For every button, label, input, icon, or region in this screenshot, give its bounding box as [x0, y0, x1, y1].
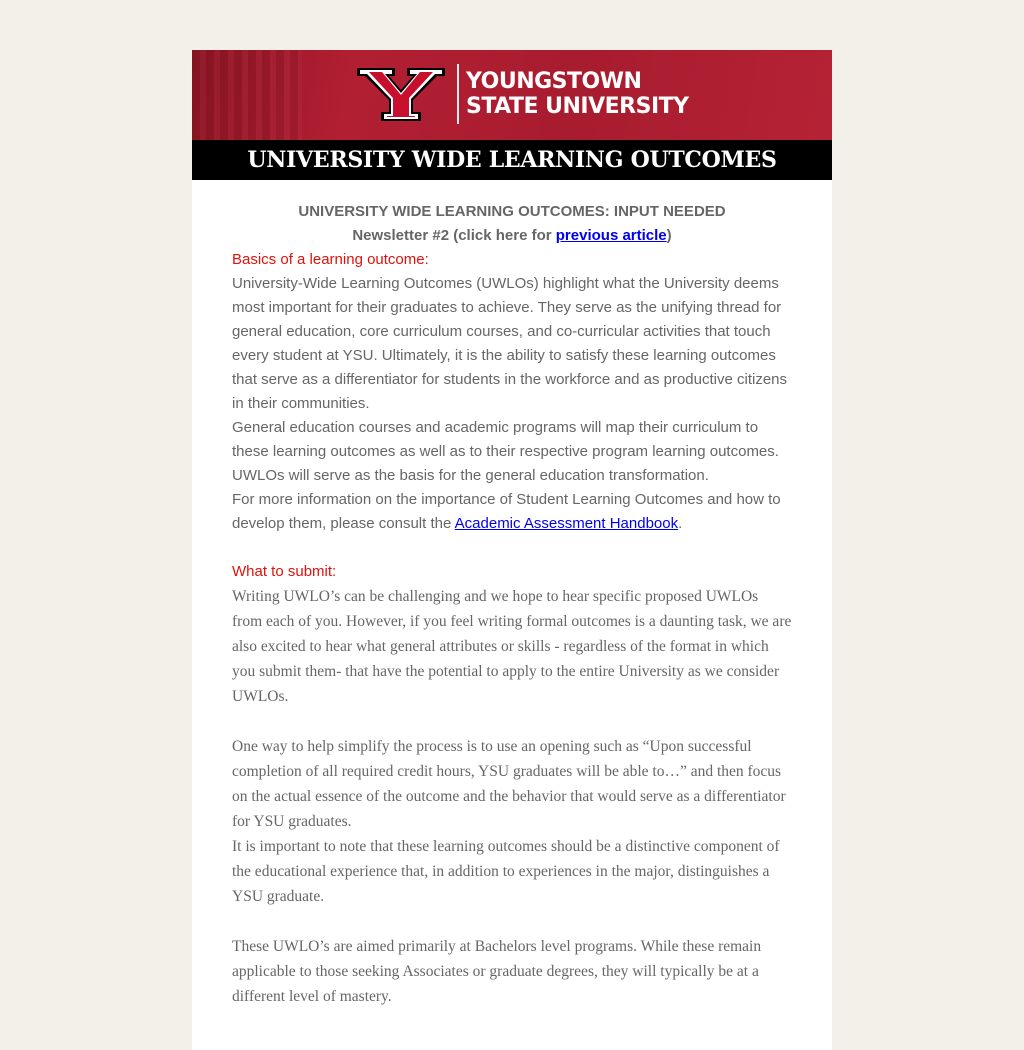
banner-title: UNIVERSITY WIDE LEARNING OUTCOMES	[192, 140, 832, 180]
building-image	[192, 50, 302, 140]
section-heading-submit: What to submit:	[232, 563, 337, 580]
university-name-line1: YOUNGSTOWN	[466, 69, 642, 94]
article-title: UNIVERSITY WIDE LEARNING OUTCOMES: INPUT NEEDED	[298, 203, 726, 220]
logo-divider	[457, 64, 459, 124]
ysu-logo	[355, 64, 689, 124]
paragraph-suffix: .	[678, 515, 683, 532]
paragraph: Writing UWLO’s can be challenging and we hope to hear specific proposed UWLOs from each of you. However, if you feel writing formal outcomes is a daunting task, we are also excited to hear what general attributes or skills - regardless of the format in which you submit them- that have the potential to apply to the entire University as we consider UWLOs.	[232, 588, 792, 705]
header-banner	[192, 50, 832, 140]
assessment-handbook-link[interactable]: Academic Assessment Handbook	[454, 515, 679, 532]
subtitle-text: Newsletter #2 (click here for	[352, 227, 556, 244]
paragraph	[232, 488, 792, 536]
paragraph: General education courses and academic programs will map their curriculum to these learning outcomes as well as to their respective program learning outcomes. UWLOs will serve as the basis for the general education transformation.	[232, 419, 779, 484]
paragraph: One way to help simplify the process is to use an opening such as “Upon successful completion of all required credit hours, YSU graduates will be able to…” and then focus on the actual essence of the outcome and the behavior that would serve as a differentiator for YSU graduates.	[232, 738, 786, 830]
section-heading-basics: Basics of a learning outcome:	[232, 251, 429, 268]
newsletter-card	[192, 50, 832, 1050]
paragraph: These UWLO’s are aimed primarily at Bachelors level programs. While these remain applicable to those seeking Associates or graduate degrees, they will typically be at a different level of mastery.	[232, 938, 762, 1005]
paragraph-text: For more information on the importance of Student Learning Outcomes and how to develop them, please consult the	[232, 491, 781, 532]
paragraph: University-Wide Learning Outcomes (UWLOs) highlight what the University deems most important for their graduates to achieve. They serve as the unifying thread for general education, core curriculum courses, and co-curricular activities that touch every student at YSU. Ultimately, it is the ability to satisfy these learning outcomes that serve as a differentiator for students in the workforce and as productive citizens in their communities.	[232, 275, 788, 412]
article-subtitle	[232, 224, 792, 248]
paragraph: It is important to note that these learning outcomes should be a distinctive component of the educational experience that, in addition to experiences in the major, distinguishes a YSU graduate.	[232, 838, 780, 905]
university-name-line2: STATE UNIVERSITY	[466, 94, 689, 119]
subtitle-suffix: )	[666, 227, 672, 244]
previous-article-link[interactable]: previous article	[555, 227, 667, 244]
article-body	[192, 180, 832, 1009]
y-logo-icon	[355, 64, 447, 124]
